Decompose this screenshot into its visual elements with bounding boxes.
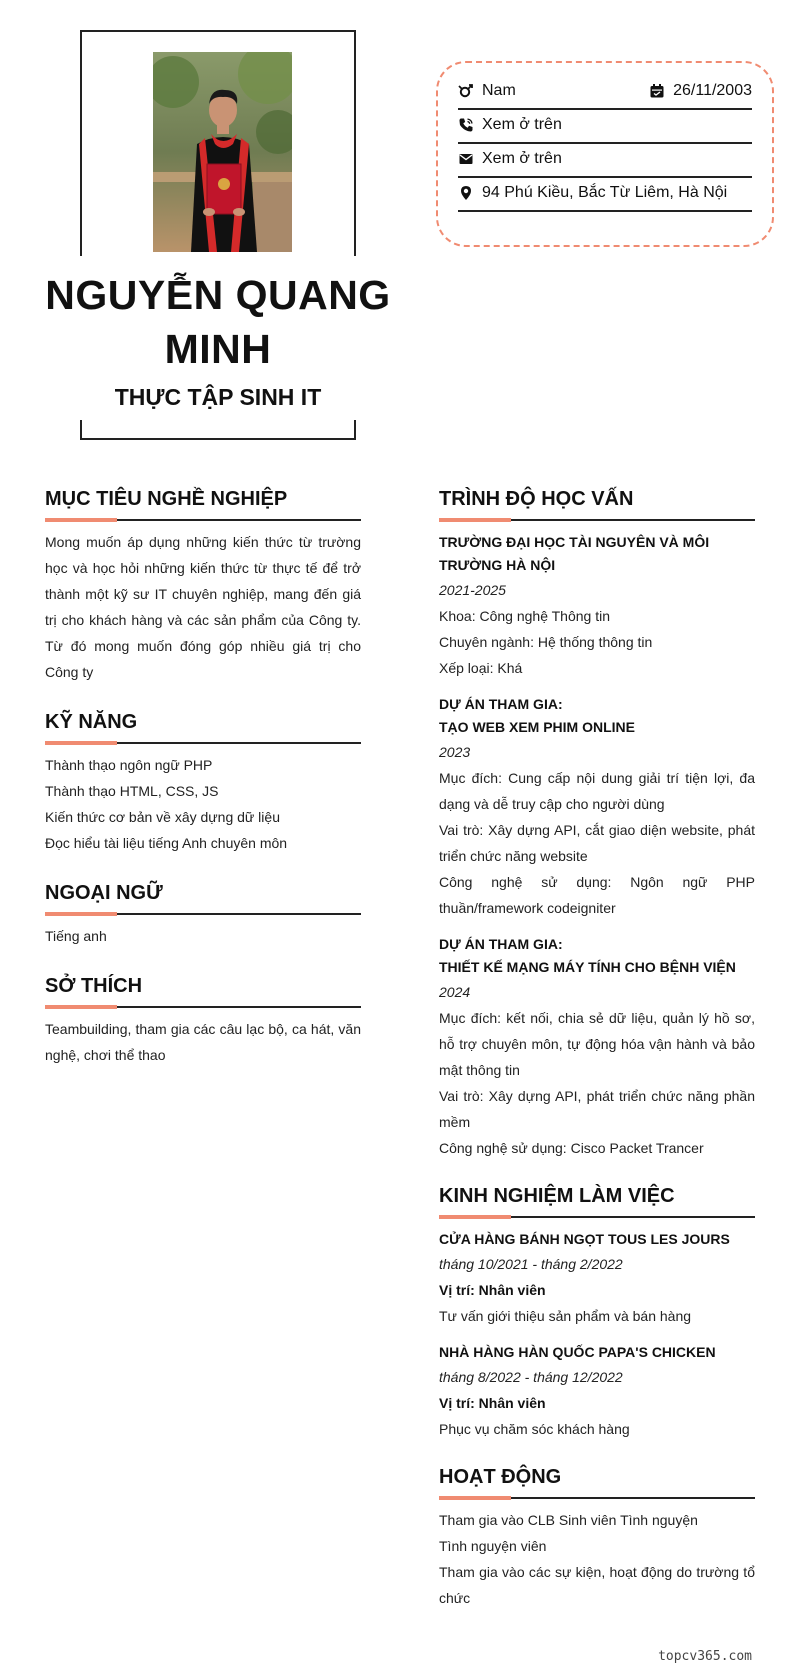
project-purpose: Mục đích: Cung cấp nội dung giải trí tiện lợi, đa dạng và dễ truy cập cho người dùng — [439, 770, 755, 812]
gender-icon — [458, 83, 474, 99]
education-title: TRÌNH ĐỘ HỌC VẤN — [439, 488, 634, 510]
activity-item: Tình nguyện viên — [439, 1538, 547, 1554]
project-block — [439, 693, 755, 921]
section-underline — [45, 741, 361, 744]
job-description: Tư vấn giới thiệu sản phẩm và bán hàng — [439, 1308, 692, 1324]
hobbies-text: Teambuilding, tham gia các câu lạc bộ, ca hát, văn nghệ, chơi thể thao — [45, 1021, 361, 1063]
education-section — [439, 486, 755, 681]
watermark: topcv365.com — [658, 1649, 752, 1664]
education-major: Chuyên ngành: Hệ thống thông tin — [439, 634, 653, 650]
activities-title: HOẠT ĐỘNG — [439, 1466, 562, 1488]
candidate-name: NGUYỄN QUANG MINH — [45, 272, 391, 372]
section-underline — [45, 518, 361, 521]
phone-icon — [458, 117, 474, 133]
job-position: Vị trí: Nhân viên — [439, 1282, 546, 1298]
calendar-icon — [649, 83, 665, 99]
education-faculty: Khoa: Công nghệ Thông tin — [439, 608, 610, 624]
activity-item: Tham gia vào CLB Sinh viên Tình nguyện — [439, 1512, 698, 1528]
project-label: DỰ ÁN THAM GIA: — [439, 696, 563, 712]
right-column — [439, 486, 755, 1611]
experience-section — [439, 1183, 755, 1442]
languages-title: NGOẠI NGỮ — [45, 882, 163, 904]
job-position: Vị trí: Nhân viên — [439, 1395, 546, 1411]
section-underline — [45, 912, 361, 915]
career-goal-section — [45, 486, 361, 685]
project-year: 2024 — [439, 984, 471, 1000]
activity-item: Tham gia vào các sự kiện, hoạt động do trường tổ chức — [439, 1564, 755, 1606]
language-item: Tiếng anh — [45, 928, 107, 944]
languages-section — [45, 880, 361, 949]
phone-value: Xem ở trên — [482, 116, 562, 133]
profile-photo — [153, 52, 292, 252]
contact-row-phone — [458, 108, 752, 144]
project-tech: Công nghệ sử dụng: Ngôn ngữ PHP thuần/framework codeigniter — [439, 874, 755, 916]
job-title: THỰC TẬP SINH IT — [114, 384, 322, 410]
project-role: Vai trò: Xây dựng API, cắt giao diện website, phát triển chức năng website — [439, 822, 755, 864]
email-value: Xem ở trên — [482, 150, 562, 167]
contact-box — [436, 61, 774, 247]
section-underline — [439, 518, 755, 521]
activities-section — [439, 1464, 755, 1611]
project-year: 2023 — [439, 744, 471, 760]
project-name: THIẾT KẾ MẠNG MÁY TÍNH CHO BỆNH VIỆN — [439, 959, 736, 975]
address-value: 94 Phú Kiều, Bắc Từ Liêm, Hà Nội — [482, 184, 728, 201]
job-company: NHÀ HÀNG HÀN QUỐC PAPA'S CHICKEN — [439, 1344, 716, 1360]
job-block — [439, 1341, 755, 1442]
skill-item: Kiến thức cơ bản về xây dựng dữ liệu — [45, 809, 280, 825]
contact-row-address — [458, 176, 752, 212]
envelope-icon — [458, 151, 474, 167]
gender-value: Nam — [482, 82, 516, 99]
skill-item: Đọc hiểu tài liệu tiếng Anh chuyên môn — [45, 835, 288, 851]
job-description: Phục vụ chăm sóc khách hàng — [439, 1421, 630, 1437]
job-block — [439, 1228, 755, 1329]
skills-section — [45, 709, 361, 856]
job-period: tháng 8/2022 - tháng 12/2022 — [439, 1369, 623, 1385]
hobbies-title: SỞ THÍCH — [45, 975, 143, 997]
project-tech: Công nghệ sử dụng: Cisco Packet Trancer — [439, 1140, 704, 1156]
experience-title: KINH NGHIỆM LÀM VIỆC — [439, 1185, 675, 1207]
contact-row-gender-birthday — [458, 74, 752, 110]
section-underline — [439, 1496, 755, 1499]
contact-row-email — [458, 142, 752, 178]
education-rank: Xếp loại: Khá — [439, 660, 523, 676]
header-frame-bottom — [80, 420, 356, 440]
school-name: TRƯỜNG ĐẠI HỌC TÀI NGUYÊN VÀ MÔI TRƯỜNG HÀ NỘI — [439, 534, 710, 573]
birthday-value: 26/11/2003 — [673, 82, 752, 99]
career-goal-text: Mong muốn áp dụng những kiến thức từ trường học và học hỏi những kiến thức từ thực tế để trở thành một kỹ sư IT chuyên nghiệp, mang đến giá trị cho khách hàng và các sản phẩm của Công ty. Từ đó mong muốn đóng góp nhiều giá trị cho Công ty — [45, 534, 361, 680]
project-block — [439, 933, 755, 1161]
skill-item: Thành thạo ngôn ngữ PHP — [45, 757, 213, 773]
project-name: TẠO WEB XEM PHIM ONLINE — [439, 719, 635, 735]
location-pin-icon — [458, 185, 474, 201]
skill-item: Thành thạo HTML, CSS, JS — [45, 783, 219, 799]
career-goal-title: MỤC TIÊU NGHỀ NGHIỆP — [45, 488, 288, 510]
left-column — [45, 486, 361, 1068]
skills-title: KỸ NĂNG — [45, 711, 138, 733]
project-purpose: Mục đích: kết nối, chia sẻ dữ liệu, quản lý hồ sơ, hỗ trợ chuyên môn, tự động hóa vận hành và bảo mật thông tin — [439, 1010, 755, 1078]
birthday-group — [649, 82, 752, 100]
education-period: 2021-2025 — [439, 582, 506, 598]
job-period: tháng 10/2021 - tháng 2/2022 — [439, 1256, 623, 1272]
project-role: Vai trò: Xây dựng API, phát triển chức năng phần mềm — [439, 1088, 755, 1130]
hobbies-section — [45, 973, 361, 1068]
section-underline — [439, 1215, 755, 1218]
job-company: CỬA HÀNG BÁNH NGỌT TOUS LES JOURS — [439, 1231, 730, 1247]
section-underline — [45, 1005, 361, 1008]
project-label: DỰ ÁN THAM GIA: — [439, 936, 563, 952]
